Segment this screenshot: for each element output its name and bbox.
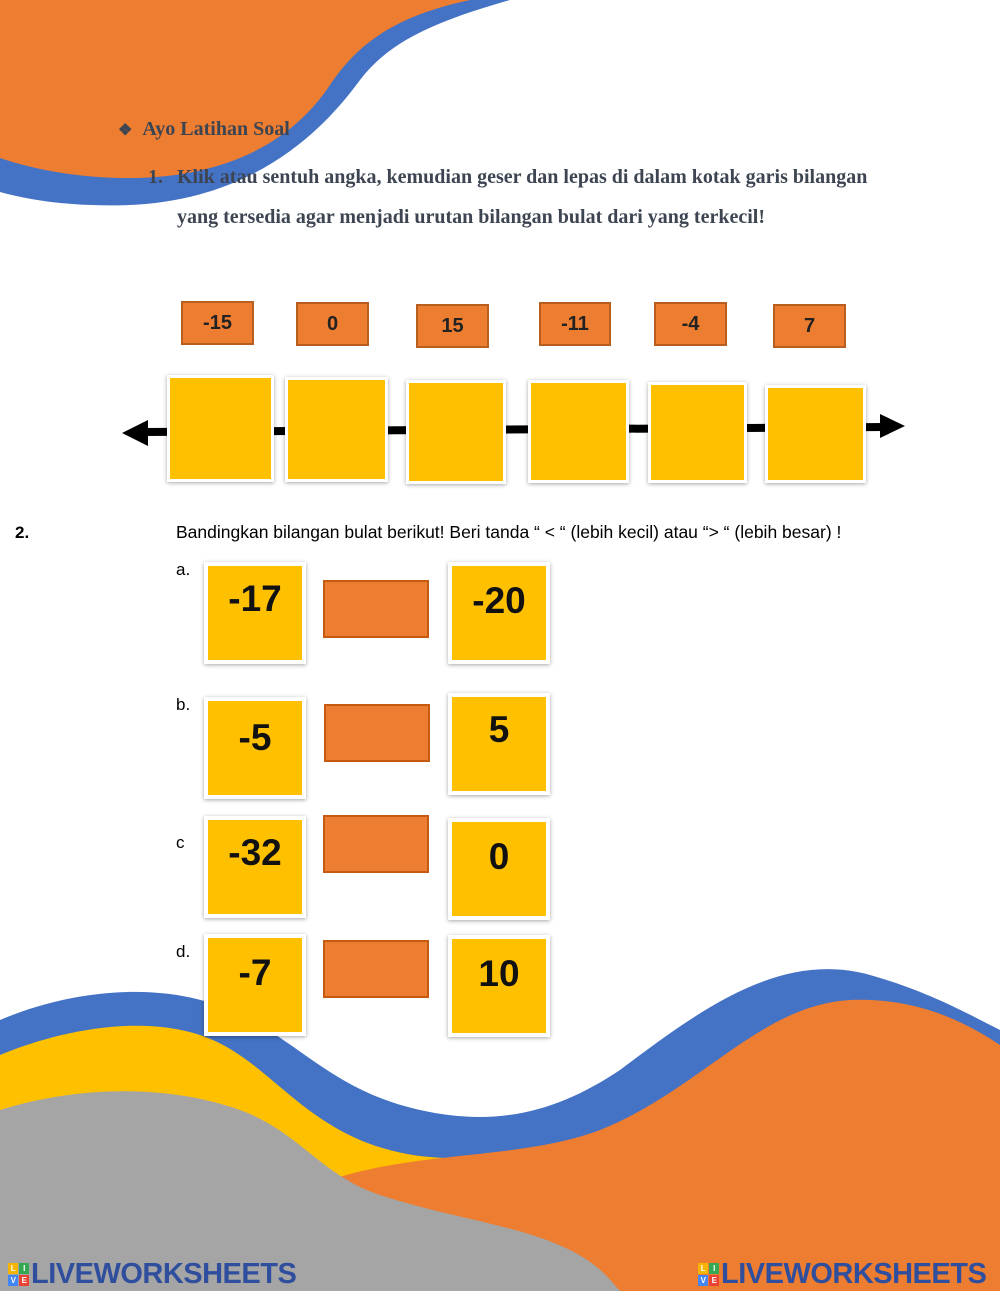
heading-bullet-icon: ❖ xyxy=(118,122,133,139)
comparison-drop-box[interactable] xyxy=(323,580,429,638)
number-line-slot[interactable] xyxy=(648,382,747,483)
left-number-card: -7 xyxy=(204,934,306,1036)
section-heading xyxy=(118,118,290,141)
number-line-right-arrow xyxy=(880,414,905,438)
item-letter: a. xyxy=(176,560,191,579)
left-number-card: -32 xyxy=(204,816,306,918)
item-letter: b. xyxy=(176,695,191,714)
number-tile[interactable]: -4 xyxy=(654,302,727,346)
item-letter: c xyxy=(176,833,185,852)
question-1-text: Klik atau sentuh angka, kemudian geser dan lepas di dalam kotak garis bilangan yang tersedia agar menjadi urutan bilangan bulat dari yang terkecil! xyxy=(177,166,868,228)
comparison-drop-box[interactable] xyxy=(323,940,429,998)
number-line-slot[interactable] xyxy=(406,380,506,484)
right-number-card: 10 xyxy=(448,935,550,1037)
right-number-card: 0 xyxy=(448,818,550,920)
number-line-slot[interactable] xyxy=(528,380,629,483)
right-number-card: -20 xyxy=(448,562,550,664)
item-letter: d. xyxy=(176,942,191,961)
question-1-number: 1. xyxy=(148,166,163,188)
liveworksheets-mark-icon: L I V E xyxy=(698,1263,719,1286)
left-number-card: -5 xyxy=(204,697,306,799)
number-line-slot[interactable] xyxy=(167,375,274,482)
left-number-card: -17 xyxy=(204,562,306,664)
question-2-text: Bandingkan bilangan bulat berikut! Beri tanda “ < “ (lebih kecil) atau “> “ (lebih besar) ! xyxy=(176,522,842,542)
right-number-card: 5 xyxy=(448,693,550,795)
number-tile[interactable]: -15 xyxy=(181,301,254,345)
number-tile[interactable]: 15 xyxy=(416,304,489,348)
comparison-drop-box[interactable] xyxy=(323,815,429,873)
comparison-drop-box[interactable] xyxy=(324,704,430,762)
liveworksheets-logo xyxy=(8,1258,296,1291)
number-tile[interactable]: 0 xyxy=(296,302,369,346)
number-line-slot[interactable] xyxy=(285,377,388,482)
logo-text: LIVEWORKSHEETS xyxy=(31,1258,297,1290)
number-line-slot[interactable] xyxy=(765,385,866,483)
question-1 xyxy=(148,157,898,237)
section-heading-text: Ayo Latihan Soal xyxy=(142,118,290,140)
logo-text: LIVEWORKSHEETS xyxy=(721,1258,987,1290)
number-line-left-arrow xyxy=(122,420,148,446)
liveworksheets-logo xyxy=(698,1258,986,1291)
liveworksheets-mark-icon: L I V E xyxy=(8,1263,29,1286)
question-2-number: 2. xyxy=(15,523,30,542)
number-tile[interactable]: 7 xyxy=(773,304,846,348)
number-tile[interactable]: -11 xyxy=(539,302,611,346)
